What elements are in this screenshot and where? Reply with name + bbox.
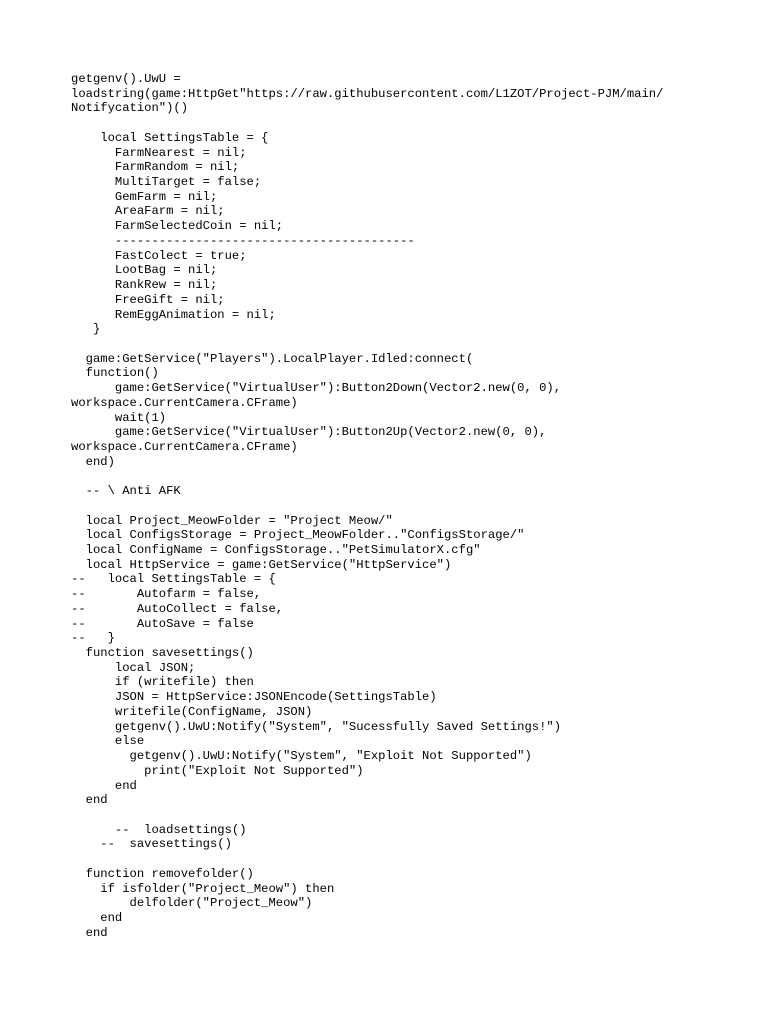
code-line: } bbox=[71, 322, 101, 337]
code-line: game:GetService("VirtualUser"):Button2Down(Vector2.new(0, 0), bbox=[71, 381, 562, 396]
code-line: game:GetService("VirtualUser"):Button2Up(Vector2.new(0, 0), bbox=[71, 425, 547, 440]
code-line: getgenv().UwU:Notify("System", "Sucessfully Saved Settings!") bbox=[71, 719, 562, 734]
code-line: RankRew = nil; bbox=[71, 278, 218, 293]
code-line: end bbox=[71, 778, 137, 793]
code-line: end bbox=[71, 910, 123, 925]
code-line: function savesettings() bbox=[71, 646, 254, 661]
code-line: MultiTarget = false; bbox=[71, 175, 262, 190]
code-line: -- AutoCollect = false, bbox=[71, 601, 284, 616]
code-line: FarmRandom = nil; bbox=[71, 160, 240, 175]
code-line: AreaFarm = nil; bbox=[71, 204, 225, 219]
code-line: writefile(ConfigName, JSON) bbox=[71, 704, 313, 719]
code-line: -- savesettings() bbox=[71, 837, 232, 852]
code-line: local Project_MeowFolder = "Project Meow/" bbox=[71, 513, 393, 528]
code-line: -- \ Anti AFK bbox=[71, 484, 181, 499]
code-line: workspace.CurrentCamera.CFrame) bbox=[71, 439, 298, 454]
code-line: FreeGift = nil; bbox=[71, 292, 225, 307]
code-line: loadstring(game:HttpGet"https://raw.githubusercontent.com/L1ZOT/Project-PJM/main/ bbox=[71, 86, 664, 101]
code-line: RemEggAnimation = nil; bbox=[71, 307, 276, 322]
code-line: wait(1) bbox=[71, 410, 167, 425]
code-line: end bbox=[71, 925, 108, 940]
code-line: FarmSelectedCoin = nil; bbox=[71, 219, 284, 234]
code-line: -- AutoSave = false bbox=[71, 616, 254, 631]
code-line bbox=[71, 116, 751, 131]
code-line: else bbox=[71, 734, 145, 749]
code-line: if (writefile) then bbox=[71, 675, 254, 690]
code-line: JSON = HttpService:JSONEncode(SettingsTable) bbox=[71, 690, 437, 705]
code-line: FastColect = true; bbox=[71, 248, 247, 263]
code-line: function() bbox=[71, 366, 159, 381]
code-line: -- local SettingsTable = { bbox=[71, 572, 276, 587]
code-line bbox=[71, 469, 751, 484]
code-line: print("Exploit Not Supported") bbox=[71, 763, 364, 778]
code-line: workspace.CurrentCamera.CFrame) bbox=[71, 395, 298, 410]
code-line: FarmNearest = nil; bbox=[71, 145, 247, 160]
code-line bbox=[71, 852, 751, 867]
code-line: local ConfigsStorage = Project_MeowFolder.."ConfigsStorage/" bbox=[71, 528, 525, 543]
code-line bbox=[71, 337, 751, 352]
code-line: getgenv().UwU = bbox=[71, 72, 181, 86]
code-line bbox=[71, 499, 751, 514]
code-line: -- Autofarm = false, bbox=[71, 587, 262, 602]
code-line bbox=[71, 808, 751, 823]
code-line: local HttpService = game:GetService("HttpService") bbox=[71, 557, 452, 572]
code-line: local ConfigName = ConfigsStorage.."PetSimulatorX.cfg" bbox=[71, 543, 481, 557]
code-line: getgenv().UwU:Notify("System", "Exploit Not Supported") bbox=[71, 749, 532, 764]
code-line: GemFarm = nil; bbox=[71, 189, 218, 204]
code-line: -- loadsettings() bbox=[71, 822, 247, 837]
code-line: -- } bbox=[71, 631, 115, 646]
code-line: ----------------------------------------- bbox=[71, 233, 415, 248]
code-line: LootBag = nil; bbox=[71, 263, 218, 278]
code-line: local SettingsTable = { bbox=[71, 130, 269, 145]
code-line: end) bbox=[71, 454, 115, 469]
code-line: Notifycation")() bbox=[71, 101, 189, 116]
code-line: delfolder("Project_Meow") bbox=[71, 896, 313, 911]
code-line: function removefolder() bbox=[71, 866, 254, 881]
code-line: if isfolder("Project_Meow") then bbox=[71, 881, 335, 896]
code-line: local JSON; bbox=[71, 660, 196, 675]
code-line: end bbox=[71, 793, 108, 808]
code-line: game:GetService("Players").LocalPlayer.Idled:connect( bbox=[71, 351, 474, 366]
code-block bbox=[71, 72, 751, 940]
